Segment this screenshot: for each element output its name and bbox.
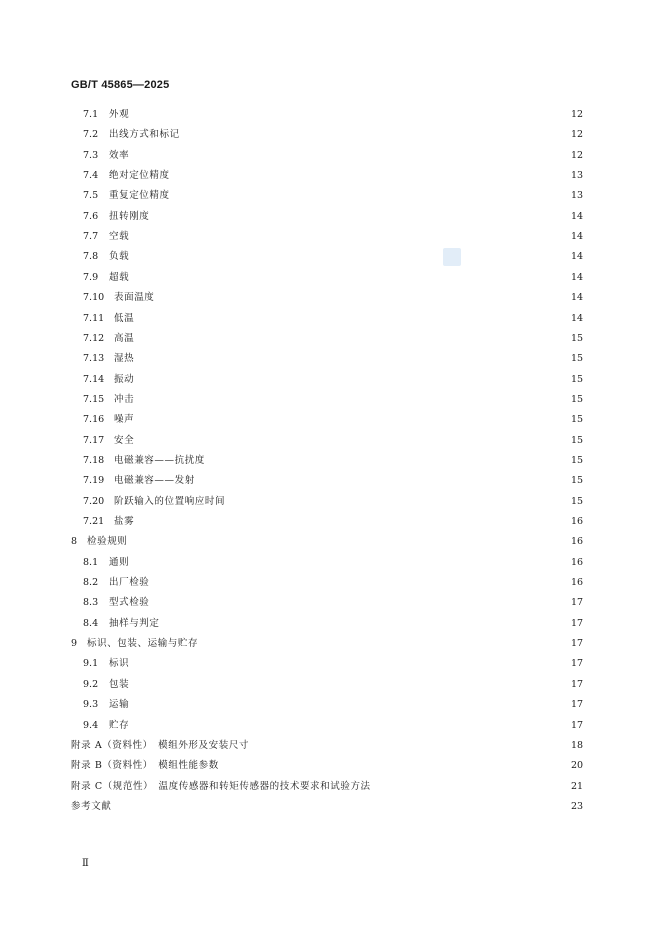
toc-entry-title: 高温 [114, 332, 135, 344]
toc-leader-dots [138, 431, 567, 451]
toc-leader-dots [131, 532, 567, 552]
toc-entry-title: 通则 [109, 556, 130, 568]
toc-leader-dots [133, 146, 567, 166]
toc-leader-dots [184, 125, 567, 145]
toc-entry-number: 7.19 [83, 475, 105, 487]
toc-entry-title: 附录 B（资料性） 模组性能参数 [71, 760, 219, 772]
toc-entry[interactable] [0, 573, 662, 593]
toc-entry-page: 14 [571, 292, 584, 304]
toc-leader-dots [133, 654, 567, 674]
toc-entry-page: 17 [571, 699, 584, 711]
toc-entry-number: 7.11 [83, 312, 105, 324]
toc-entry-title: 盐雾 [114, 516, 135, 527]
toc-leader-dots [133, 227, 567, 247]
toc-entry-title: 负载 [109, 251, 130, 263]
toc-entry-page: 13 [571, 190, 584, 202]
toc-leader-dots [138, 309, 567, 329]
toc-leader-dots [133, 553, 567, 573]
toc-entry-page: 15 [571, 495, 584, 507]
toc-leader-dots [209, 451, 567, 471]
toc-entry-page: 16 [571, 536, 584, 548]
toc-leader-dots [138, 349, 567, 369]
toc-leader-dots [153, 207, 567, 227]
toc-entry-title: 冲击 [114, 393, 135, 405]
toc-entry[interactable] [0, 634, 662, 654]
toc-entry-title: 电磁兼容——抗扰度 [114, 454, 205, 466]
toc-entry-page: 15 [571, 454, 584, 466]
toc-leader-dots [153, 593, 567, 613]
toc-entry-title: 阶跃输入的位置响应时间 [114, 495, 226, 507]
toc-entry-number: 7.16 [83, 414, 105, 426]
toc-entry-title: 抽样与判定 [109, 617, 160, 629]
toc-entry[interactable] [0, 593, 662, 613]
toc-entry-page: 15 [571, 475, 584, 487]
toc-entry[interactable] [0, 675, 662, 695]
toc-leader-dots [164, 614, 567, 634]
toc-entry-title: 出厂检验 [109, 577, 150, 589]
page-number: Ⅱ [82, 858, 89, 869]
toc-entry-page: 14 [571, 251, 584, 263]
toc-entry-title: 参考文献 [71, 800, 112, 812]
toc-leader-dots [133, 695, 567, 715]
toc-entry[interactable] [0, 247, 662, 267]
toc-entry-title: 重复定位精度 [109, 190, 170, 202]
toc-entry-page: 14 [571, 231, 584, 243]
toc-entry-page: 15 [571, 414, 584, 426]
toc-entry-number: 7.12 [83, 332, 105, 344]
toc-entry-number: 9.4 [83, 719, 99, 731]
toc-entry[interactable] [0, 288, 662, 308]
toc-entry-title: 贮存 [109, 719, 130, 731]
toc-entry-number: 8.2 [83, 577, 99, 589]
toc-entry-title: 超载 [109, 271, 130, 283]
standard-number: GB/T 45865—2025 [71, 79, 170, 91]
toc-entry[interactable] [0, 695, 662, 715]
toc-entry-number: 8.1 [83, 556, 99, 568]
toc-entry-number: 7.14 [83, 373, 105, 385]
toc-entry-title: 标识、包装、运输与贮存 [87, 638, 199, 650]
toc-entry-title: 外观 [109, 109, 130, 120]
toc-entry[interactable] [0, 716, 662, 736]
toc-entry[interactable] [0, 166, 662, 186]
toc-entry-title: 表面温度 [114, 292, 155, 304]
toc-leader-dots [138, 370, 567, 390]
toc-leader-dots [133, 247, 567, 267]
toc-entry-title: 振动 [114, 373, 135, 385]
toc-entry[interactable] [0, 532, 662, 552]
toc-entry-number: 7.9 [83, 271, 99, 283]
toc-entry-title: 扭转刚度 [109, 210, 150, 222]
toc-entry-page: 16 [571, 516, 584, 527]
toc-entry-page: 17 [571, 638, 584, 650]
toc-leader-dots [153, 573, 567, 593]
toc-leader-dots [133, 675, 567, 695]
toc-entry[interactable] [0, 227, 662, 247]
toc-entry-page: 15 [571, 393, 584, 405]
toc-entry-page: 15 [571, 373, 584, 385]
toc-leader-dots [138, 512, 567, 532]
toc-entry-page: 20 [571, 760, 584, 772]
toc-entry-title: 运输 [109, 699, 130, 711]
toc-entry-number: 7.5 [83, 190, 99, 202]
toc-entry-title: 检验规则 [87, 536, 128, 548]
toc-entry-number: 7.2 [83, 129, 99, 141]
toc-entry-page: 23 [571, 800, 584, 812]
toc-entry[interactable] [0, 410, 662, 430]
toc-leader-dots [133, 268, 567, 288]
toc-leader-dots [174, 166, 567, 186]
toc-entry-number: 7.17 [83, 434, 105, 446]
toc-entry-page: 12 [571, 149, 584, 161]
toc-entry[interactable] [0, 268, 662, 288]
toc-entry-title: 绝对定位精度 [109, 170, 170, 182]
toc-entry-title: 出线方式和标记 [109, 129, 180, 141]
toc-entry[interactable] [0, 105, 662, 125]
toc-entry-number: 9 [71, 638, 78, 650]
toc-entry-title: 附录 A（资料性） 模组外形及安装尺寸 [71, 739, 250, 751]
toc-entry[interactable] [0, 512, 662, 532]
toc-entry-page: 12 [571, 109, 584, 120]
toc-leader-dots [199, 471, 567, 491]
toc-entry-page: 14 [571, 271, 584, 283]
toc-leader-dots [158, 288, 567, 308]
toc-leader-dots [202, 634, 567, 654]
toc-entry-page: 15 [571, 434, 584, 446]
toc-entry[interactable] [0, 654, 662, 674]
toc-entry[interactable] [0, 777, 662, 797]
toc-entry[interactable] [0, 471, 662, 491]
toc-entry-title: 空载 [109, 231, 130, 243]
toc-entry-number: 8.4 [83, 617, 99, 629]
toc-entry-number: 7.13 [83, 353, 105, 365]
toc-leader-dots [138, 390, 567, 410]
toc-entry-page: 14 [571, 210, 584, 222]
toc-entry[interactable] [0, 797, 662, 817]
toc-entry-page: 21 [571, 780, 584, 792]
toc-entry[interactable] [0, 756, 662, 776]
toc-entry-number: 7.4 [83, 170, 99, 182]
toc-entry-number: 8.3 [83, 597, 99, 609]
toc-entry-title: 附录 C（规范性） 温度传感器和转矩传感器的技术要求和试验方法 [71, 780, 371, 792]
toc-leader-dots [229, 492, 567, 512]
toc-entry-number: 7.1 [83, 109, 99, 120]
toc-entry-number: 7.20 [83, 495, 105, 507]
toc-entry[interactable] [0, 492, 662, 512]
toc-entry-page: 16 [571, 556, 584, 568]
toc-entry[interactable] [0, 370, 662, 390]
toc-leader-dots [115, 797, 567, 817]
toc-entry-number: 9.2 [83, 678, 99, 690]
toc-entry-title: 安全 [114, 434, 135, 446]
toc-entry-number: 7.18 [83, 454, 105, 466]
toc-entry[interactable] [0, 309, 662, 329]
toc-entry-page: 16 [571, 577, 584, 589]
toc-entry-page: 17 [571, 617, 584, 629]
toc-entry[interactable] [0, 207, 662, 227]
toc-entry-page: 17 [571, 658, 584, 670]
toc-leader-dots [223, 756, 567, 776]
toc-leader-dots [138, 329, 567, 349]
toc-entry-title: 包装 [109, 678, 130, 690]
toc-entry-page: 17 [571, 719, 584, 731]
toc-entry-title: 标识 [109, 658, 130, 670]
toc-entry-number: 9.3 [83, 699, 99, 711]
toc-entry-title: 低温 [114, 312, 135, 324]
toc-leader-dots [133, 105, 567, 125]
toc-leader-dots [375, 777, 567, 797]
toc-entry-number: 8 [71, 536, 78, 548]
toc-entry-page: 18 [571, 739, 584, 751]
toc-entry[interactable] [0, 736, 662, 756]
toc-leader-dots [138, 410, 567, 430]
toc-entry-number: 7.10 [83, 292, 105, 304]
toc-entry[interactable] [0, 329, 662, 349]
toc-entry[interactable] [0, 553, 662, 573]
toc-entry[interactable] [0, 451, 662, 471]
toc-entry[interactable] [0, 146, 662, 166]
toc-entry-number: 7.3 [83, 149, 99, 161]
toc-entry-number: 7.7 [83, 231, 99, 243]
toc-entry-title: 效率 [109, 149, 130, 161]
toc-entry[interactable] [0, 186, 662, 206]
toc-entry-page: 14 [571, 312, 584, 324]
toc-entry-title: 噪声 [114, 414, 135, 426]
toc-leader-dots [133, 716, 567, 736]
toc-entry[interactable] [0, 125, 662, 145]
toc-entry-number: 7.21 [83, 516, 105, 527]
toc-entry-page: 15 [571, 332, 584, 344]
toc-entry-page: 17 [571, 597, 584, 609]
toc-entry[interactable] [0, 614, 662, 634]
toc-entry[interactable] [0, 431, 662, 451]
toc-leader-dots [174, 186, 567, 206]
toc-entry-number: 7.6 [83, 210, 99, 222]
toc-entry-title: 电磁兼容——发射 [114, 475, 195, 487]
toc-entry-number: 7.8 [83, 251, 99, 263]
toc-entry-title: 湿热 [114, 353, 135, 365]
toc-entry-page: 15 [571, 353, 584, 365]
toc-entry-page: 12 [571, 129, 584, 141]
toc-entry-page: 17 [571, 678, 584, 690]
toc-leader-dots [253, 736, 567, 756]
toc-entry[interactable] [0, 349, 662, 369]
toc-entry-number: 7.15 [83, 393, 105, 405]
toc-entry-title: 型式检验 [109, 597, 150, 609]
toc-entry[interactable] [0, 390, 662, 410]
toc-entry-page: 13 [571, 170, 584, 182]
toc-entry-number: 9.1 [83, 658, 99, 670]
